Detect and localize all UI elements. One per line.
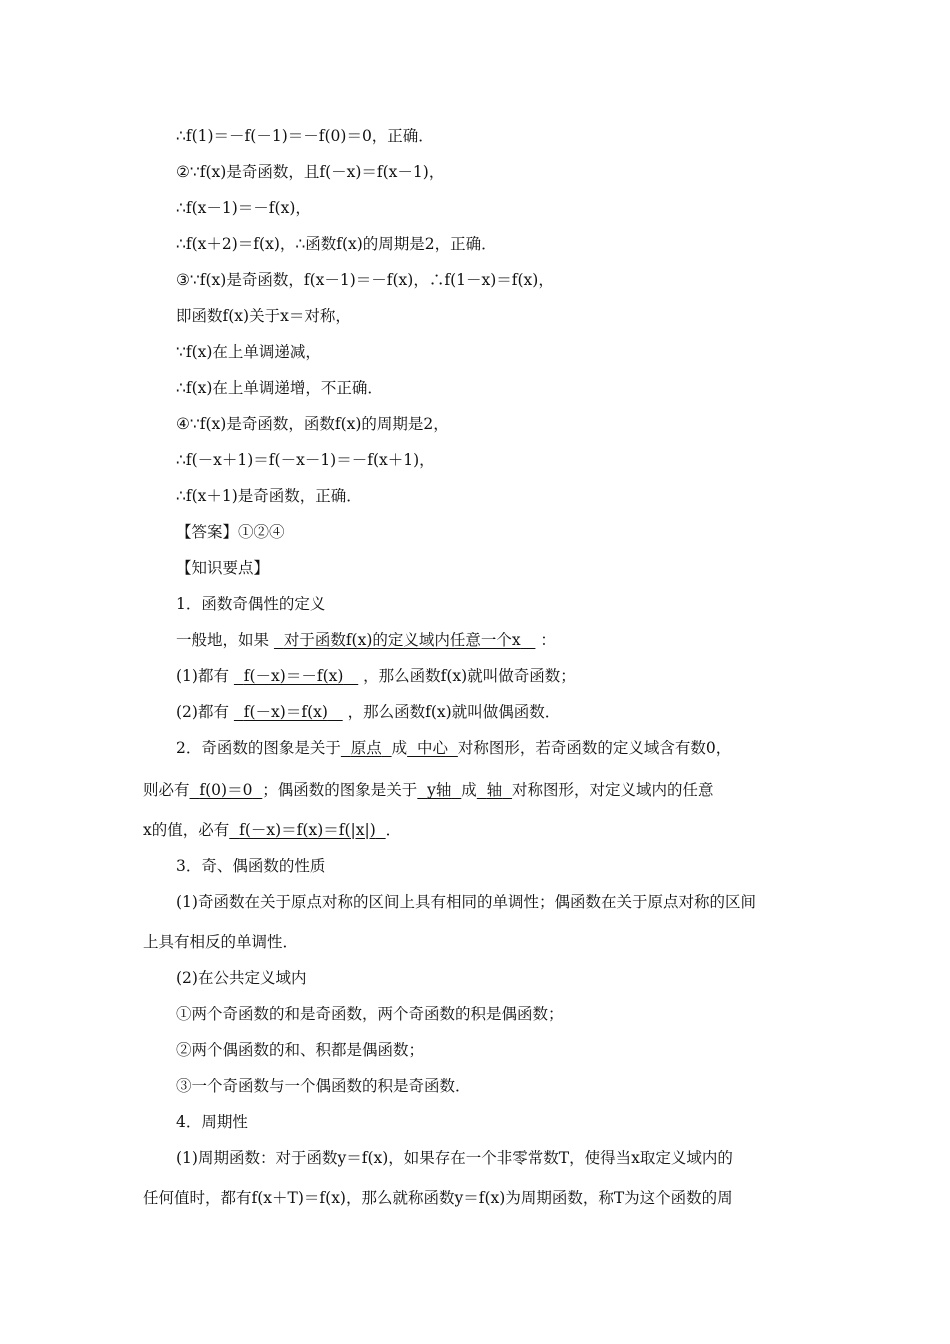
definition-line: [176, 702, 560, 722]
definition-line: [176, 630, 556, 650]
blank-text: 原点: [350, 739, 382, 757]
blank-answer: [417, 781, 461, 799]
text-line: ∴f(1)＝－f(－1)＝－f(0)＝0，正确．: [176, 127, 434, 145]
blank-answer: [341, 739, 392, 757]
text: 对称图形，对定义域内的任意: [512, 781, 714, 799]
text-line: ∴f(x－1)＝－f(x)，: [176, 199, 311, 217]
text-line: 即函数f(x)关于x＝对称，: [176, 307, 351, 325]
definition-line: [176, 666, 576, 686]
knowledge-heading: 【知识要点】: [176, 559, 270, 577]
section-heading: 1．函数奇偶性的定义: [176, 595, 326, 613]
blank-answer: [407, 739, 458, 757]
text-line: ②∵f(x)是奇函数，且f(－x)＝f(x－1)，: [176, 163, 445, 181]
blank-text: f(－x)＝f(x)＝f(|x|): [239, 821, 376, 839]
text: (2)都有: [176, 703, 229, 721]
blank-answer: [274, 631, 535, 649]
text: 成: [461, 781, 477, 799]
text-line: (1)周期函数：对于函数y＝f(x)，如果存在一个非零常数T，使得当x取定义域内的: [176, 1149, 733, 1167]
text-line: ∵f(x)在上单调递减，: [176, 343, 321, 361]
blank-text: 对于函数f(x)的定义域内任意一个x: [283, 631, 521, 649]
text-line: ∴f(x)在上单调递增，不正确．: [176, 379, 383, 397]
text-line: [176, 738, 731, 758]
text-line: ③∵f(x)是奇函数，f(x－1)＝－f(x)，∴f(1－x)＝f(x)，: [176, 271, 554, 289]
text-line: ②两个偶函数的和、积都是偶函数；: [176, 1041, 425, 1059]
text: (1)都有: [176, 667, 229, 685]
text-line: ∴f(x＋1)是奇函数，正确．: [176, 487, 362, 505]
section-heading: 4．周期性: [176, 1113, 248, 1131]
blank-answer: [234, 703, 343, 721]
text-line: [143, 780, 714, 800]
text: ．: [385, 821, 402, 839]
text-line: 任何值时，都有f(x＋T)＝f(x)，那么就称函数y＝f(x)为周期函数，称T为这个函数的周: [143, 1189, 733, 1207]
text-line: ④∵f(x)是奇函数，函数f(x)的周期是2，: [176, 415, 449, 433]
blank-text: f(0)＝0: [199, 781, 253, 799]
blank-text: f(－x)＝－f(x): [243, 667, 344, 685]
text: ：: [540, 631, 556, 649]
text-line: ①两个奇函数的和是奇函数，两个奇函数的积是偶函数；: [176, 1005, 564, 1023]
text-line: ∴f(－x＋1)＝f(－x－1)＝－f(x＋1)，: [176, 451, 435, 469]
text-line: ∴f(x＋2)＝f(x)，∴函数f(x)的周期是2，正确．: [176, 235, 497, 253]
text: ；偶函数的图象是关于: [262, 781, 418, 799]
text: x的值，必有: [143, 821, 230, 839]
section-heading: 3．奇、偶函数的性质: [176, 857, 326, 875]
blank-text: f(－x)＝f(x): [243, 703, 328, 721]
text-line: (2)在公共定义域内: [176, 969, 307, 987]
blank-text: y轴: [427, 781, 452, 799]
text-line: [143, 820, 401, 840]
answer-heading: 【答案】①②④: [176, 523, 285, 541]
text: 则必有: [143, 781, 190, 799]
text: ，那么函数f(x)就叫做奇函数；: [363, 667, 576, 685]
text: 2．奇函数的图象是关于: [176, 739, 341, 757]
text: ，那么函数f(x)就叫做偶函数．: [347, 703, 561, 721]
blank-answer: [234, 667, 358, 685]
text: 一般地，如果: [176, 631, 270, 649]
blank-answer: [190, 781, 263, 799]
text-line: 上具有相反的单调性．: [143, 933, 299, 951]
text-line: (1)奇函数在关于原点对称的区间上具有相同的单调性；偶函数在关于原点对称的区间: [176, 893, 756, 911]
blank-answer: [477, 781, 512, 799]
text-line: ③一个奇函数与一个偶函数的积是奇函数．: [176, 1077, 471, 1095]
text: 对称图形，若奇函数的定义域含有数0，: [457, 739, 732, 757]
blank-answer: [229, 821, 385, 839]
blank-text: 轴: [486, 781, 503, 799]
blank-text: 中心: [416, 739, 448, 757]
text: 成: [391, 739, 408, 757]
